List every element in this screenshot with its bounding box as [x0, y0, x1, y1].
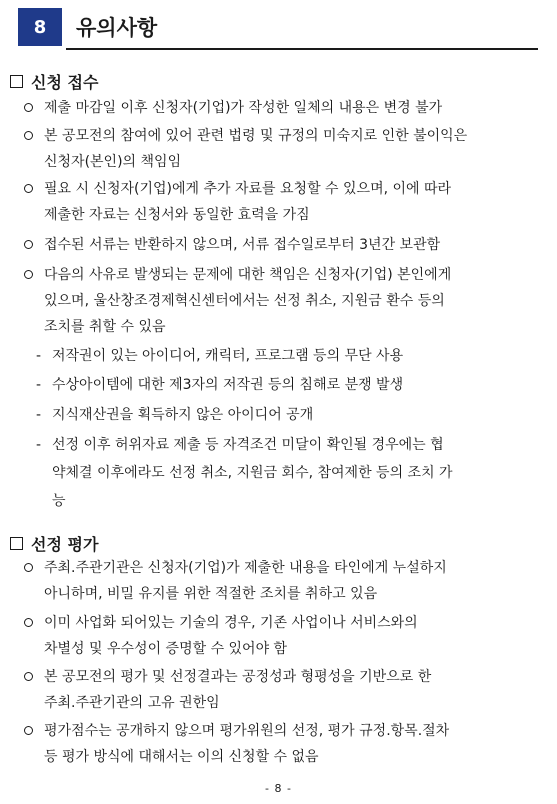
- list-item-text: 본 공모전의 평가 및 선정결과는 공정성과 형평성을 기반으로 한 주최.주관기관의 고유 권한임: [44, 669, 432, 711]
- list-item: [24, 232, 544, 258]
- list-item: [24, 95, 544, 121]
- circle-bullet-icon: [24, 270, 33, 279]
- dash-bullet-icon: -: [36, 437, 42, 453]
- sub-list-item-text: 지식재산권을 획득하지 않은 아이디어 공개: [52, 407, 314, 423]
- section-header: [18, 8, 538, 48]
- section-number-badge: 8: [18, 8, 62, 46]
- circle-bullet-icon: [24, 184, 33, 193]
- list-item-text: 주최.주관기관은 신청자(기업)가 제출한 내용을 타인에게 누설하지 아니하며, 비밀 유지를 위한 적절한 조치를 취하고 있음: [44, 560, 447, 602]
- circle-bullet-icon: [24, 131, 33, 140]
- list-item-text: 다음의 사유로 발생되는 문제에 대한 책임은 신청자(기업) 본인에게 있으며, 울산창조경제혁신센터에서는 선정 취소, 지원금 환수 등의 조치를 취할 수 있음: [44, 267, 452, 335]
- section-heading-label: 선정 평가: [31, 535, 99, 554]
- circle-bullet-icon: [24, 726, 33, 735]
- list-item: [24, 262, 544, 340]
- list-item-text: 필요 시 신청자(기업)에게 추가 자료를 요청할 수 있으며, 이에 따라 제출한 자료는 신청서와 동일한 효력을 가짐: [44, 181, 452, 223]
- circle-bullet-icon: [24, 240, 33, 249]
- list-item-text: 평가점수는 공개하지 않으며 평가위원의 선정, 평가 규정.항목.절차 등 평가 방식에 대해서는 이의 신청할 수 없음: [44, 723, 450, 765]
- dash-bullet-icon: -: [36, 348, 42, 364]
- circle-bullet-icon: [24, 563, 33, 572]
- sub-list-item-text: 선정 이후 허위자료 제출 등 자격조건 미달이 확인될 경우에는 협 약체결 이후에라도 선정 취소, 지원금 회수, 참여제한 등의 조치 가 능: [52, 437, 453, 509]
- list-item: [24, 610, 544, 662]
- header-divider: [66, 48, 538, 50]
- dash-bullet-icon: -: [36, 377, 42, 393]
- circle-bullet-icon: [24, 103, 33, 112]
- checkbox-icon: [10, 537, 23, 550]
- list-item-text: 제출 마감일 이후 신청자(기업)가 작성한 일체의 내용은 변경 불가: [44, 100, 443, 116]
- list-item: [24, 664, 544, 716]
- list-item-text: 이미 사업화 되어있는 기술의 경우, 기존 사업이나 서비스와의 차별성 및 우수성이 증명할 수 있어야 함: [44, 615, 418, 657]
- circle-bullet-icon: [24, 672, 33, 681]
- checkbox-icon: [10, 75, 23, 88]
- section-heading-evaluation: [10, 532, 98, 555]
- dash-bullet-icon: -: [36, 407, 42, 423]
- page-number: - 8 -: [265, 782, 292, 795]
- sub-list-item: [36, 401, 546, 429]
- page-title: 유의사항: [76, 16, 158, 40]
- sub-list-item: [36, 371, 546, 399]
- list-item-text: 접수된 서류는 반환하지 않으며, 서류 접수일로부터 3년간 보관함: [44, 237, 441, 253]
- section-heading-application: [10, 70, 98, 93]
- list-item: [24, 123, 544, 175]
- sub-list-item: [36, 431, 546, 515]
- list-item-text: 본 공모전의 참여에 있어 관련 법령 및 규정의 미숙지로 인한 불이익은 신청자(본인)의 책임임: [44, 128, 468, 170]
- list-item: [24, 555, 544, 607]
- circle-bullet-icon: [24, 618, 33, 627]
- sub-list-item-text: 수상아이템에 대한 제3자의 저작권 등의 침해로 분쟁 발생: [52, 377, 404, 393]
- list-item: [24, 718, 544, 770]
- section-heading-label: 신청 접수: [31, 73, 99, 92]
- sub-list-item: [36, 342, 546, 370]
- sub-list-item-text: 저작권이 있는 아이디어, 캐릭터, 프로그램 등의 무단 사용: [52, 348, 404, 364]
- list-item: [24, 176, 544, 228]
